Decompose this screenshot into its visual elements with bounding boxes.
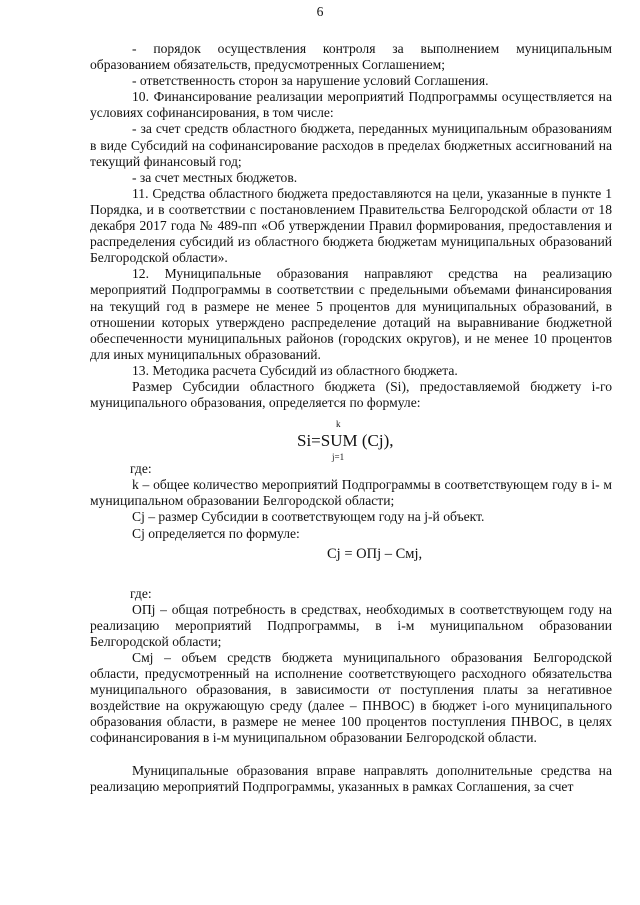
paragraph: - порядок осуществления контроля за выполнением муниципальным образованием обязательств, предусмотренных Соглашением; — [90, 41, 612, 73]
formula-sum — [90, 411, 612, 461]
definition: OПj – общая потребность в средствах, необходимых в соответствующем году на реализацию мероприятий Подпрограммы, в i-м муниципальном образовании Белгородской области; — [90, 601, 612, 649]
definition: k – общее количество мероприятий Подпрограммы в соответствующем году в i- м муниципальном образовании Белгородской области; — [90, 477, 612, 509]
document-body — [90, 41, 612, 795]
spacer — [90, 570, 612, 586]
paragraph: 13. Методика расчета Субсидий из областного бюджета. — [132, 362, 458, 378]
definition: Cмj – объем средств бюджета муниципального образования Белгородской области, предусмотренный на исполнение соответствующего расходного обязательства муниципального образования, в зависимости от поступления платы за негативное воздействие на окружающую среду (далее – ПНВОС) в бюджет i-ого муниципального образования области, в размере не менее 100 процентов поступления ПНВОС, в целях софинансирования в i-м муниципальном образовании Белгородской области. — [90, 650, 612, 746]
paragraph: 11. Средства областного бюджета предоставляются на цели, указанные в пункте 1 Порядка, и в соответствии с постановлением Правительства Белгородской области от 18 декабря 2017 года № 489-пп «Об утверждении Правил формирования, предоставления и распределения субсидий из областного бюджета бюджетам муниципальных образований Белгородской области». — [90, 185, 612, 266]
page-number: 6 — [316, 4, 324, 19]
paragraph: Размер Субсидии областного бюджета (Si), предоставляемой бюджету i-го муниципального образования, определяется по формуле: — [90, 378, 612, 411]
formula-sum-lower-limit: j=1 — [332, 452, 345, 463]
formula-cj — [90, 542, 612, 570]
definition: Cj – размер Субсидии в соответствующем году на j-й объект. — [132, 509, 485, 525]
paragraph: - ответственность сторон за нарушение условий Соглашения. — [132, 73, 489, 89]
paragraph: 12. Муниципальные образования направляют средства на реализацию мероприятий Подпрограммы в соответствии с предельными объемами финансирования на текущий год в размере не менее 5 процентов для муниципальных образований, в отношении которых утверждено распределение дотаций на выравнивание бюджетной обеспеченности муниципальных районов (городских округов), и не менее 10 процентов для иных муниципальных образований. — [90, 266, 612, 362]
definition: Cj определяется по формуле: — [132, 525, 300, 541]
formula-sum-expression: Si=SUM (Cj), — [297, 431, 394, 451]
formula-sum-upper-limit: k — [336, 419, 341, 430]
where-label: где: — [130, 461, 152, 477]
paragraph: - за счет местных бюджетов. — [132, 169, 298, 185]
paragraph: 10. Финансирование реализации мероприятий Подпрограммы осуществляется на условиях софинансирования, в том числе: — [90, 89, 612, 121]
spacer — [90, 747, 612, 763]
where-label: где: — [130, 585, 152, 601]
paragraph: - за счет средств областного бюджета, переданных муниципальным образованиям в виде Субсидий на софинансирование расходов в пределах бюджетных ассигнований на текущий финансовый год; — [90, 121, 612, 169]
formula-cj-expression: Cj = OПj – Cмj, — [327, 545, 423, 562]
paragraph-final: Муниципальные образования вправе направлять дополнительные средства на реализацию мероприятий Подпрограммы, указанных в рамках Соглашения, за счет — [90, 762, 612, 794]
